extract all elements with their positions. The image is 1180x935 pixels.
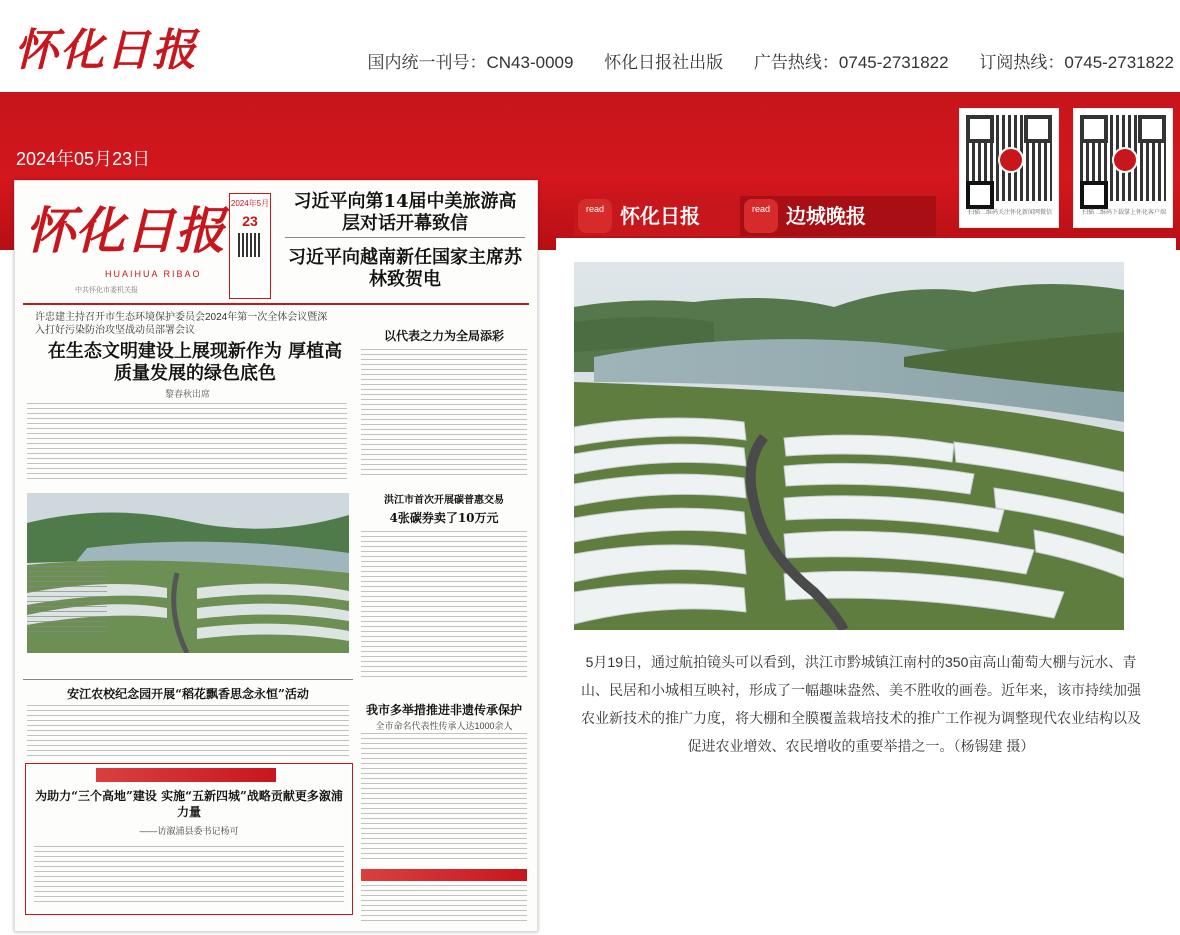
issn-text: 国内统一刊号：CN43-0009 [367,53,574,72]
right-headline-1[interactable]: 以代表之力为全局添彩 [383,329,504,343]
feature-box [25,763,353,915]
right-headline-2[interactable]: 4张碳券卖了10万元 [389,511,499,525]
read-icon: read [578,199,612,233]
site-logo[interactable]: 怀化日报 [14,25,198,76]
right-kicker-2: 洪江市首次开展碳普惠交易 [384,495,504,506]
paper-organ-note: 中共怀化市委机关报 [75,287,138,294]
tab-biancheng-wanbao[interactable]: read 边城晚报 [740,196,936,236]
qr-code-app [1073,108,1173,228]
publisher-text: 怀化日报社出版 [604,53,724,72]
feature-sub: ——访溆浦县委书记杨可 [139,826,239,836]
paper-masthead: 怀化日报 [25,201,225,260]
paper-masthead-pinyin: HUAIHUA RIBAO [105,269,202,279]
header-info [342,48,1175,73]
lead-headline[interactable]: 在生态文明建设上展现新作为 厚植高质量发展的绿色底色 [47,341,343,384]
ad-hotline-text: 广告热线：0745-2731822 [753,53,949,72]
right-sub-3: 全市命名代表性传承人达1000余人 [375,721,513,731]
qr-caption: 扫描二维码下载掌上怀化客户端 [1081,210,1166,216]
qr-caption: 扫描二维码关注怀化新闻网微信 [967,210,1052,216]
paper-issue-box: 2024年5月 23 [229,193,271,299]
right-headline-3[interactable]: 我市多举措推进非遗传承保护 [365,703,522,717]
photo-caption: 5月19日，通过航拍镜头可以看到，洪江市黔城镇江南村的350亩高山葡萄大棚与沅水、青山、民居和小城相互映衬，形成了一幅趣味盎然、美不胜收的画卷。近年来，该市持续加强农业新技术的推广力度，将大棚和全膜覆盖栽培技术的推广工作视为调整现代农业结构以及促进农业增效、农民增收的重要举措之一。（杨锡建 摄） [581,654,1141,754]
tab-huaihua-ribao[interactable]: read 怀化日报 [574,196,780,236]
read-icon: read [744,199,778,233]
subscription-hotline-text: 订阅热线：0745-2731822 [979,53,1174,72]
main-photo[interactable] [574,262,1124,630]
paper-issue-day: 23 [242,213,258,229]
newspaper-page-thumbnail[interactable] [14,180,538,932]
headline-2[interactable]: 习近平向越南新任国家主席苏林致贺电 [288,247,522,290]
mid-headline[interactable]: 安江农校纪念园开展“稻花飘香思念永恒”活动 [67,687,309,701]
lead-kicker: 许忠建主持召开市生态环境保护委员会2024年第一次全体会议暨深入打好污染防治攻坚战动员部署会议 [35,312,328,336]
site-header [0,0,1180,92]
feature-headline[interactable]: 为助力“三个高地”建设 实施“五新四城”战略贡献更多溆浦力量 [35,789,343,819]
qr-code-wechat [959,108,1059,228]
headline-1[interactable]: 习近平向第14届中美旅游高层对话开幕致信 [293,191,517,234]
issue-date: 2024年05月23日 [16,149,151,169]
lead-byline: 黎春秋出席 [165,389,211,399]
